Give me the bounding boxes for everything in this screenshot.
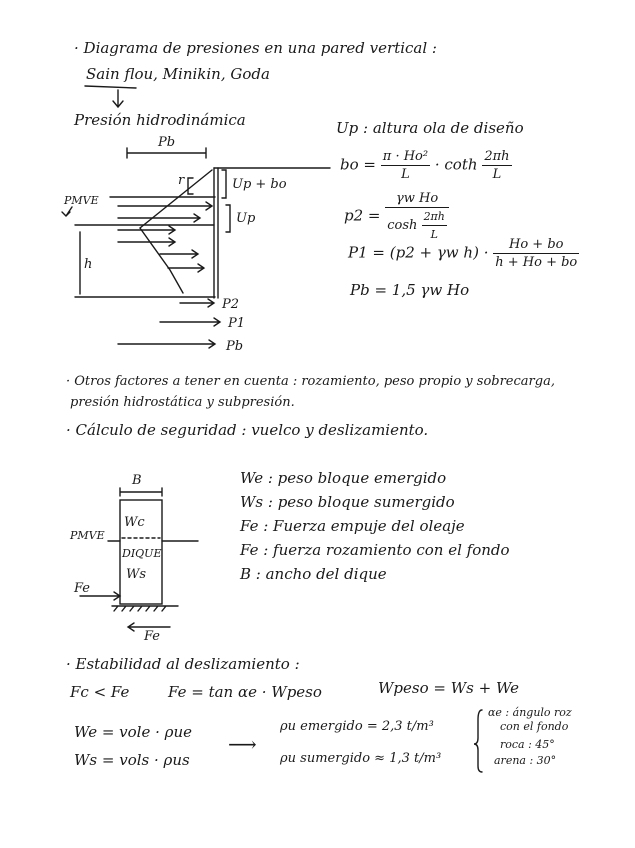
p1-den: h + Ho + bo xyxy=(495,255,578,270)
pmve-label: PMVE xyxy=(64,194,99,207)
p1-formula xyxy=(348,236,579,271)
pb-top-label: Pb xyxy=(158,135,176,150)
bo-lhs: bo = xyxy=(340,155,376,174)
bo-coth-den: L xyxy=(492,167,502,182)
b-dim xyxy=(120,488,162,496)
r-label: r xyxy=(178,173,185,188)
def-fr: Fe : fuerza rozamiento con el fondo xyxy=(240,541,510,559)
friction-equation: Fe = tan αe · Wpeso xyxy=(168,683,322,701)
pressure-arrows xyxy=(118,202,212,272)
p1-num: Ho + bo xyxy=(493,236,579,254)
up-bracket xyxy=(226,205,230,232)
implies-arrow: ⟶ xyxy=(228,732,257,756)
up-definition: Up : altura ola de diseño xyxy=(336,119,524,137)
p1-fraction xyxy=(493,236,579,271)
p2-den-den: L xyxy=(430,228,438,241)
stability-condition: Fc < Fe xyxy=(70,683,130,701)
other-factors-line1: · Otros factores a tener en cuenta : rozamiento, peso propio y sobrecarga, xyxy=(66,374,555,389)
upbo-bracket xyxy=(222,170,226,198)
def-we: We : peso bloque emergido xyxy=(240,469,447,487)
alpha-definition: αe : ángulo roz xyxy=(488,706,572,719)
p2-den-cosh: cosh xyxy=(387,218,418,233)
ws-equation: Ws = vols · ρus xyxy=(74,751,190,769)
safety-title: · Cálculo de seguridad : vuelco y deslizamiento. xyxy=(66,421,429,439)
stability-title: · Estabilidad al deslizamiento : xyxy=(66,655,300,673)
ws-label: Ws xyxy=(126,567,147,582)
up-label: Up xyxy=(236,211,256,226)
bo-formula xyxy=(340,148,512,183)
bo-den: L xyxy=(401,167,410,182)
p1-label: P1 xyxy=(228,316,246,331)
bo-coth: · coth xyxy=(434,155,478,174)
alpha-definition-cont: con el fondo xyxy=(500,720,569,733)
wpeso-equation: Wpeso = Ws + We xyxy=(378,679,520,697)
methods-underline xyxy=(85,86,136,88)
fr-label: Fe xyxy=(144,629,161,644)
seabed-hatch xyxy=(112,606,178,611)
p2-label: P2 xyxy=(222,297,240,312)
def-fe: Fe : Fuerza empuje del oleaje xyxy=(240,517,465,535)
h-label: h xyxy=(84,257,93,272)
methods-list: Sain flou, Minikin, Goda xyxy=(86,65,270,83)
we-label: Wc xyxy=(124,515,145,530)
we-equation: We = vole · ρue xyxy=(74,723,193,741)
fe-label: Fe xyxy=(74,581,91,596)
p2-arrow xyxy=(180,299,214,307)
pb-equation: Pb = 1,5 γw Ho xyxy=(350,281,470,299)
pressure-curve xyxy=(140,170,212,293)
p2-den-num: 2πh xyxy=(422,208,447,226)
down-arrow xyxy=(113,90,123,107)
bo-num: π · Ho² xyxy=(382,149,429,164)
pb-bottom-label: Pb xyxy=(226,339,244,354)
up-bo-label: Up + bo xyxy=(232,177,287,192)
p1-lhs: P1 = (p2 + γw h) · xyxy=(348,243,489,262)
brace xyxy=(474,710,482,772)
roca-angle: roca : 45° xyxy=(500,738,555,751)
pb-arrow xyxy=(118,340,215,348)
p2-lhs: p2 = xyxy=(344,206,381,225)
def-b: B : ancho del dique xyxy=(240,565,387,583)
other-factors-line2: presión hidrostática y subpresión. xyxy=(70,395,295,410)
page-title: · Diagrama de presiones en una pared vertical : xyxy=(74,39,437,57)
rho-emergido: ρu emergido = 2,3 t/m³ xyxy=(280,719,434,734)
bo-coth-num: 2πh xyxy=(484,149,510,164)
p2-num: γw Ho xyxy=(385,190,449,208)
def-ws: Ws : peso bloque sumergido xyxy=(240,493,455,511)
hydro-title: Presión hidrodinámica xyxy=(74,111,246,129)
arena-angle: arena : 30° xyxy=(494,754,557,767)
dique-pmve-label: PMVE xyxy=(70,529,105,542)
rho-sumergido: ρu sumergido ≈ 1,3 t/m³ xyxy=(280,751,442,766)
bo-coth-fraction xyxy=(482,148,511,183)
bo-fraction xyxy=(381,148,430,183)
p1-arrow xyxy=(160,318,220,326)
b-label: B xyxy=(132,473,142,488)
dique-label: DIQUE xyxy=(122,547,162,560)
